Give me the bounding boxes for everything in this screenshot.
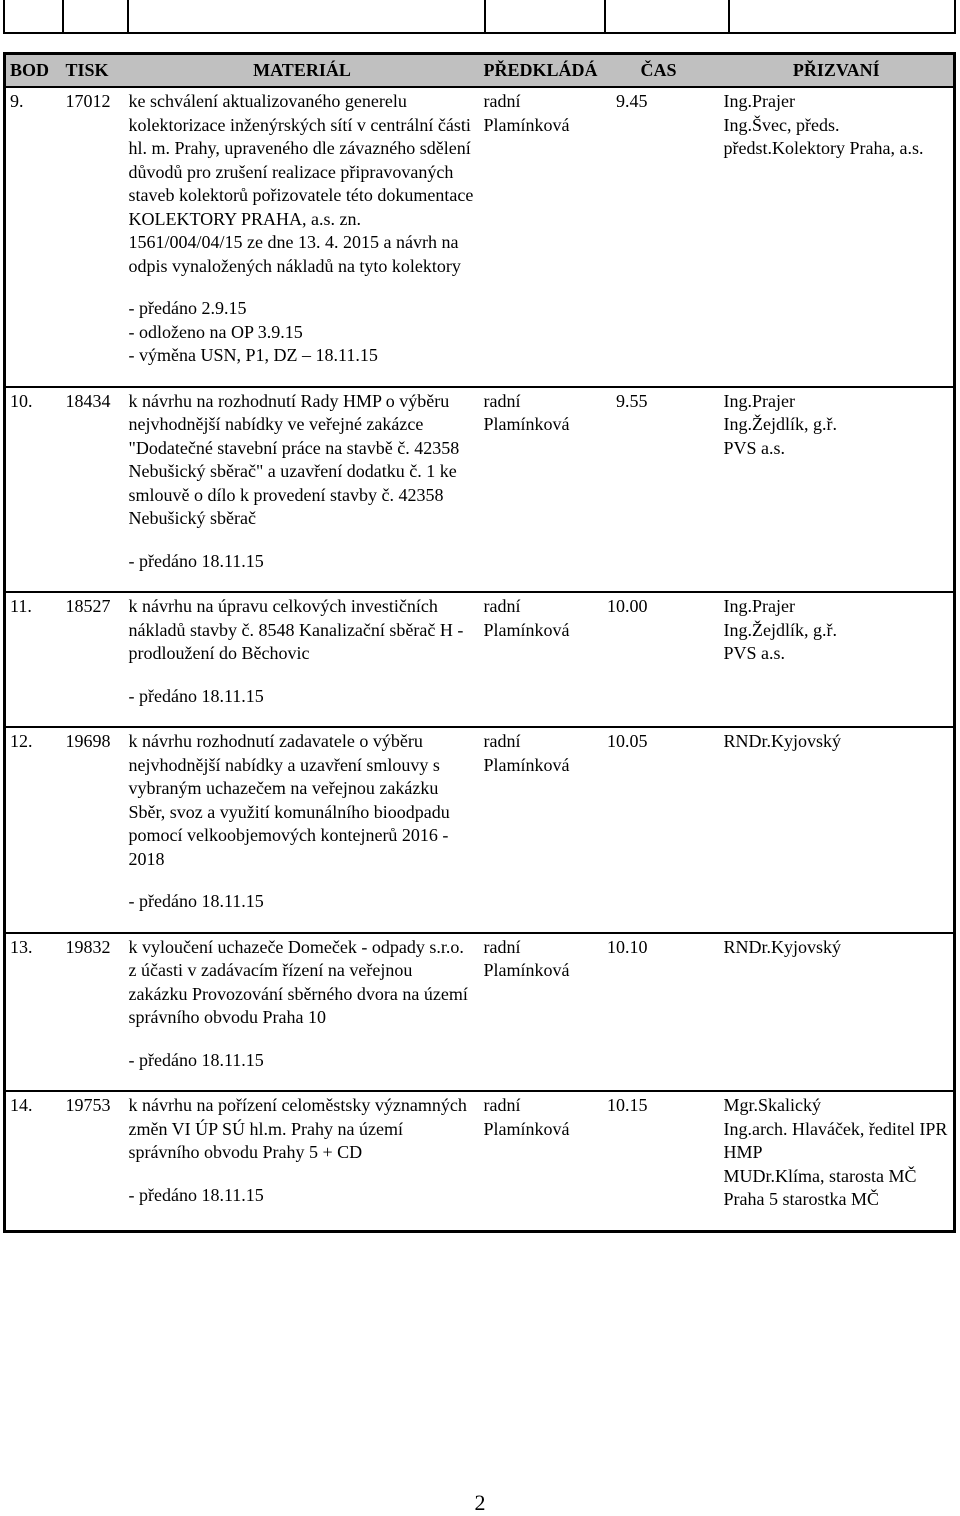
status-list: [129, 1049, 476, 1073]
invitee: Ing.arch. Hlaváček, ředitel IPR HMP: [723, 1118, 948, 1162]
invitee: Ing.Švec, předs. předst.Kolektory Praha, a.s.: [723, 114, 924, 158]
cell-prizvani: [720, 592, 955, 727]
cell-predklada: [480, 727, 598, 933]
invitee: Mgr.Skalický: [723, 1095, 821, 1115]
invitee: Ing.Žejdlík, g.ř.: [723, 414, 837, 434]
top-cell: [4, 0, 63, 33]
cell-material: [125, 592, 480, 727]
presenter-name: Plamínková: [483, 114, 570, 135]
cell-predklada: [480, 933, 598, 1092]
cell-tisk: 19698: [62, 727, 125, 933]
status-line: - předáno 18.11.15: [128, 891, 264, 911]
cell-material: [125, 1091, 480, 1231]
cell-tisk: 17012: [65, 91, 111, 111]
status-line: - předáno 18.11.15: [128, 1049, 264, 1070]
cell-predklada: [480, 87, 598, 387]
table-row: [5, 1091, 955, 1231]
cell-tisk: 18434: [62, 387, 125, 593]
cell-material: [125, 727, 480, 933]
cell-material: [125, 387, 480, 593]
invitee: PVS a.s.: [723, 643, 786, 663]
table-row: [5, 87, 955, 387]
cell-bod: 13.: [5, 933, 62, 1092]
header-row: [5, 54, 955, 88]
header-prizvani: PŘIZVANÍ: [720, 54, 955, 88]
invitee: RNDr.Kyjovský: [723, 731, 842, 751]
cell-tisk: 18527: [62, 592, 125, 727]
status-line: - předáno 18.11.15: [128, 1184, 264, 1205]
cell-material: [125, 933, 480, 1092]
presenter-name: Plamínková: [483, 619, 570, 640]
status-line: - předáno 18.11.15: [128, 685, 264, 706]
cell-prizvani: [720, 933, 955, 1092]
presenter-role: radní: [483, 731, 521, 751]
cell-cas: 9.55: [598, 387, 720, 593]
cell-tisk: 19753: [62, 1091, 125, 1231]
header-tisk: TISK: [62, 54, 125, 88]
presenter-role: radní: [483, 596, 521, 616]
cell-prizvani: [720, 1091, 955, 1231]
status-line: - výměna USN, P1, DZ – 18.11.15: [128, 345, 378, 365]
cell-bod: 14.: [5, 1091, 62, 1231]
table-row: [5, 933, 955, 1092]
header-cas: ČAS: [598, 54, 720, 88]
status-list: [129, 890, 476, 914]
invitee: MUDr.Klíma, starosta MČ Praha 5 starostka MČ: [723, 1165, 917, 1209]
invitee: Ing.Prajer: [723, 390, 795, 411]
cell-material: [125, 87, 480, 387]
presenter-role: radní: [483, 390, 521, 411]
cell-predklada: [480, 387, 598, 593]
cell-bod: 12.: [5, 727, 62, 933]
material-text: ke schválení aktualizovaného generelu kolektorizace inženýrských sítí v centrální části hl. m. Prahy, upraveného dle závazného sdělení důvodů pro zrušení realizace připravovaných staveb kolektorů pořizovatele této dokumentace KOLEKTORY PRAHA, a.s. zn. 1561/004/04/15 ze dne 13. 4. 2015 a návrh na odpis vynaložených nákladů na tyto kolektory: [128, 91, 474, 276]
status-list: [129, 297, 476, 368]
invitee: Ing.Žejdlík, g.ř.: [723, 619, 837, 640]
cell-predklada: [480, 1091, 598, 1231]
table-row: [5, 387, 955, 593]
presenter-name: Plamínková: [483, 1118, 570, 1139]
cell-cas: 10.15: [598, 1091, 720, 1231]
material-text: k návrhu na rozhodnutí Rady HMP o výběru nejvhodnější nabídky ve veřejné zakázce "Dodatečné stavební práce na stavbě č. 42358 Nebušický sběrač" a uzavření dodatku č. 1 ke smlouvě o dílo k provedení stavby č. 42358 Nebušický sběrač: [128, 390, 460, 528]
top-cell: [485, 0, 605, 33]
header-material: MATERIÁL: [125, 54, 480, 88]
status-list: [129, 685, 476, 709]
material-text: k návrhu na úpravu celkových investičních nákladů stavby č. 8548 Kanalizační sběrač H - prodloužení do Běchovic: [128, 596, 464, 663]
invitee: RNDr.Kyjovský: [723, 936, 842, 957]
header-predklada: PŘEDKLÁDÁ: [480, 54, 598, 88]
table-row: [5, 727, 955, 933]
presenter-name: Plamínková: [483, 754, 570, 775]
page-number: 2: [474, 1490, 486, 1515]
cell-bod: 11.: [5, 592, 62, 727]
cell-predklada: [480, 592, 598, 727]
status-line: - předáno 18.11.15: [128, 550, 264, 571]
status-list: [129, 1184, 476, 1208]
cell-cas: 10.00: [598, 592, 720, 727]
cell-cas: 9.45: [616, 91, 648, 111]
cell-prizvani: [720, 387, 955, 593]
table-row: [5, 592, 955, 727]
agenda-table: [3, 52, 956, 1233]
header-bod: BOD: [5, 54, 62, 88]
presenter-role: radní: [483, 1095, 521, 1115]
status-line: - odloženo na OP 3.9.15: [128, 321, 303, 342]
top-cell: [63, 0, 128, 33]
cell-bod: 10.: [5, 387, 62, 593]
material-text: k návrhu rozhodnutí zadavatele o výběru nejvhodnější nabídky a uzavření smlouvy s vybraným uchazečem na veřejnou zakázku Sběr, svoz a využití komunálního bioodpadu pomocí velkoobjemových kontejnerů 2016 - 2018: [128, 731, 450, 869]
cell-tisk: 19832: [62, 933, 125, 1092]
cell-cas: 10.10: [598, 933, 720, 1092]
status-list: [129, 550, 476, 574]
material-text: k návrhu na pořízení celoměstsky významných změn VI ÚP SÚ hl.m. Prahy na území správního obvodu Prahy 5 + CD: [128, 1095, 467, 1162]
top-cell: [128, 0, 485, 33]
cell-cas: 10.05: [598, 727, 720, 933]
presenter-name: Plamínková: [483, 960, 570, 980]
cell-prizvani: [720, 727, 955, 933]
material-text: k vyloučení uchazeče Domeček - odpady s.r.o. z účasti v zadávacím řízení na veřejnou zakázku Provozování sběrného dvora na území správního obvodu Praha 10: [128, 936, 468, 1027]
presenter-role: radní: [483, 936, 521, 957]
cell-bod: 9.: [10, 91, 24, 111]
invitee: PVS a.s.: [723, 437, 786, 458]
top-table-remnant: [3, 0, 956, 34]
top-cell: [605, 0, 729, 33]
presenter-name: Plamínková: [483, 414, 570, 434]
status-line: - předáno 2.9.15: [128, 298, 247, 318]
invitee: Ing.Prajer: [723, 91, 795, 111]
top-cell: [729, 0, 955, 33]
invitee: Ing.Prajer: [723, 596, 795, 616]
presenter-role: radní: [483, 91, 521, 111]
cell-prizvani: [720, 87, 955, 387]
